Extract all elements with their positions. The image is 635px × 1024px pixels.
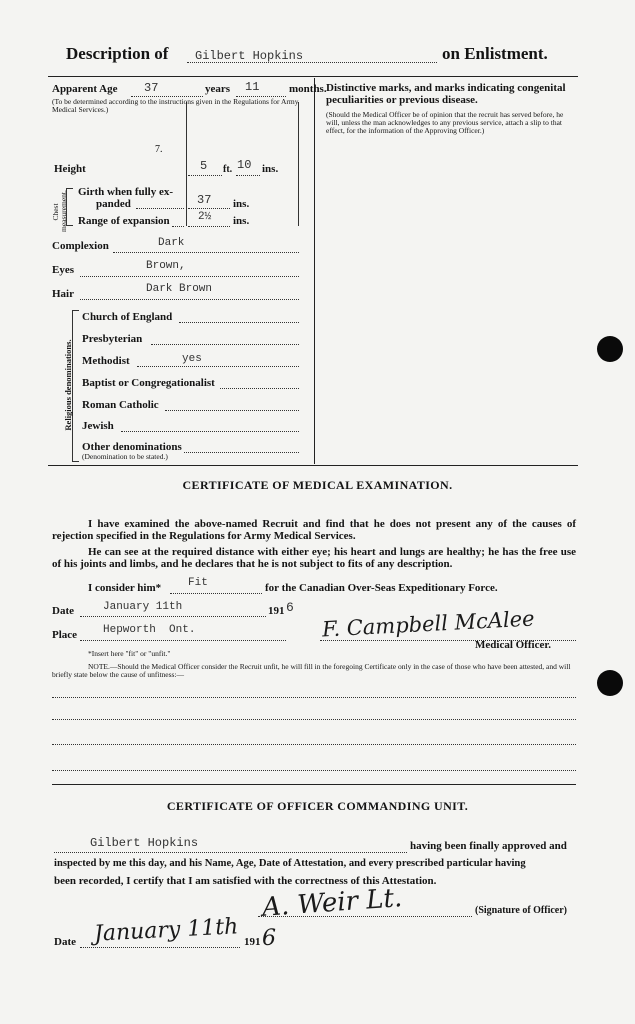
unfitness-line-4 <box>52 770 576 771</box>
unfitness-line-1 <box>52 697 576 698</box>
range-value: 2½ <box>198 211 212 223</box>
medical-place-value: Hepworth Ont. <box>103 624 196 636</box>
officer-date-value: January 11th <box>93 914 239 947</box>
months-label: months. <box>289 83 327 95</box>
officer-line-2: inspected by me this day, and his Name, Age, Date of Attestation, and every prescribed particular having <box>54 858 526 869</box>
religion-label-presbyterian: Presbyterian <box>82 333 143 345</box>
ft-label: ft. <box>223 164 233 175</box>
religion-line-roman-catholic <box>165 410 299 411</box>
height-label: Height <box>54 163 86 175</box>
punch-hole-bottom <box>597 670 623 696</box>
religion-line-presbyterian <box>151 344 299 345</box>
range-line <box>188 226 230 227</box>
chest-side-label: Chest measurement. <box>51 190 68 232</box>
complexion-line <box>113 252 299 253</box>
religion-line-baptist <box>220 388 299 389</box>
form-divider <box>314 78 315 464</box>
unfitness-line-3 <box>52 744 576 745</box>
age-note: (To be determined according to the instructions given in the Regulations for Army Medical Services.) <box>52 97 299 114</box>
religion-line-methodist <box>137 366 299 367</box>
girth-value: 37 <box>197 193 212 207</box>
officer-date-line <box>80 947 240 948</box>
medical-place-line <box>80 640 286 641</box>
girth-label-1: Girth when fully ex- <box>78 186 174 198</box>
medical-date-label: Date <box>52 605 74 617</box>
religion-label-baptist: Baptist or Congregationalist <box>82 377 215 389</box>
medical-date-line <box>80 616 266 617</box>
section-rule <box>52 784 576 785</box>
value-column-right <box>298 102 299 226</box>
header-name: Gilbert Hopkins <box>195 49 304 63</box>
medical-date-value: January 11th <box>103 601 183 613</box>
officer-line-3: been recorded, I certify that I am satisfied with the correctness of this Attestation. <box>54 875 437 887</box>
officer-name-value: Gilbert Hopkins <box>90 836 199 850</box>
officer-signature: A. Weir Lt. <box>261 883 404 923</box>
medical-heading: CERTIFICATE OF MEDICAL EXAMINATION. <box>182 478 453 492</box>
height-in-line <box>236 175 260 176</box>
religion-label-jewish: Jewish <box>82 420 114 432</box>
eyes-value: Brown, <box>146 260 186 272</box>
complexion-value: Dark <box>158 237 185 249</box>
officer-heading: CERTIFICATE OF OFFICER COMMANDING UNIT. <box>166 799 469 813</box>
girth-label-dots <box>136 208 184 209</box>
religion-label-methodist: Methodist <box>82 355 130 367</box>
height-in: 10 <box>237 158 252 172</box>
age-label: Apparent Age <box>52 83 118 95</box>
medical-officer-signature: F. Campbell McAlee <box>321 606 536 642</box>
officer-line-1-suffix: having been finally approved and <box>410 840 567 852</box>
range-label: Range of expansion <box>78 215 170 227</box>
officer-year-prefix: 191 <box>244 936 261 948</box>
religion-line-other <box>184 452 299 453</box>
officer-date-label: Date <box>54 936 76 948</box>
medical-officer-label: Medical Officer. <box>475 639 551 651</box>
punch-hole-top <box>597 336 623 362</box>
height-ins-label: ins. <box>262 163 279 175</box>
consider-value: Fit <box>188 577 208 589</box>
medical-note: NOTE.—Should the Medical Officer consider the Recruit unfit, he will fill in the foregoing Certificate only in the case of those who have been attested, and will briefly state below the cause of unfitness:— <box>52 662 571 679</box>
religion-label-church-of-england: Church of England <box>82 311 173 323</box>
religion-line-jewish <box>121 431 299 432</box>
religion-line-church-of-england <box>179 322 299 323</box>
medical-place-label: Place <box>52 629 78 641</box>
unfitness-line-2 <box>52 719 576 720</box>
hair-value: Dark Brown <box>146 283 213 295</box>
officer-signature-line <box>258 916 472 917</box>
officer-signature-label: (Signature of Officer) <box>475 905 568 916</box>
consider-line <box>170 593 262 594</box>
value-column-left <box>186 102 187 226</box>
header-title-suffix: on Enlistment. <box>442 44 548 63</box>
range-label-dots <box>172 226 184 227</box>
age-months: 11 <box>245 80 260 94</box>
medical-year-digit: 6 <box>286 600 294 615</box>
age-mark: 7. <box>155 144 163 155</box>
hair-label: Hair <box>52 288 74 300</box>
officer-name-line <box>54 852 407 853</box>
eyes-label: Eyes <box>52 264 74 276</box>
religion-bracket <box>72 310 79 462</box>
hair-line <box>80 299 299 300</box>
insert-note: *Insert here "fit" or "unfit." <box>88 649 171 658</box>
marks-heading: Distinctive marks, and marks indicating congenital peculiarities or previous disease. <box>326 82 566 106</box>
header-title-prefix: Description of <box>66 44 169 63</box>
girth-ins-label: ins. <box>233 198 250 210</box>
eyes-line <box>80 276 299 277</box>
religion-label-other: Other denominations <box>82 441 182 453</box>
years-label: years <box>205 83 231 95</box>
age-years: 37 <box>144 81 159 95</box>
consider-label: I consider him* <box>88 582 162 594</box>
consider-suffix: for the Canadian Over-Seas Expeditionary Force. <box>265 582 498 594</box>
medical-para-2: He can see at the required distance with either eye; his heart and lungs are healthy; he has the free use of his joints and limbs, and he declares that he is not subject to fits of any description. <box>52 546 576 570</box>
medical-year-prefix: 191 <box>268 605 285 617</box>
complexion-label: Complexion <box>52 240 109 252</box>
officer-year-digit: 6 <box>262 926 276 951</box>
marks-note: (Should the Medical Officer be of opinion that the recruit has served before, he will, unless the man acknowledges to any previous service, attach a slip to that effect, for the information of the Approving Officer.) <box>326 110 564 135</box>
height-ft: 5 <box>200 159 208 173</box>
religion-side-label: Religious denominations. <box>63 339 73 431</box>
religion-note: (Denomination to be stated.) <box>82 452 168 461</box>
girth-line <box>188 208 230 209</box>
religion-label-roman-catholic: Roman Catholic <box>82 399 159 411</box>
religion-value-methodist: yes <box>182 353 202 365</box>
height-ft-line <box>188 175 222 176</box>
girth-label-2: panded <box>96 198 131 210</box>
medical-para-1: I have examined the above-named Recruit and find that he does not present any of the causes of rejection specified in the Regulations for Army Medical Services. <box>52 518 576 542</box>
range-ins-label: ins. <box>233 215 250 227</box>
